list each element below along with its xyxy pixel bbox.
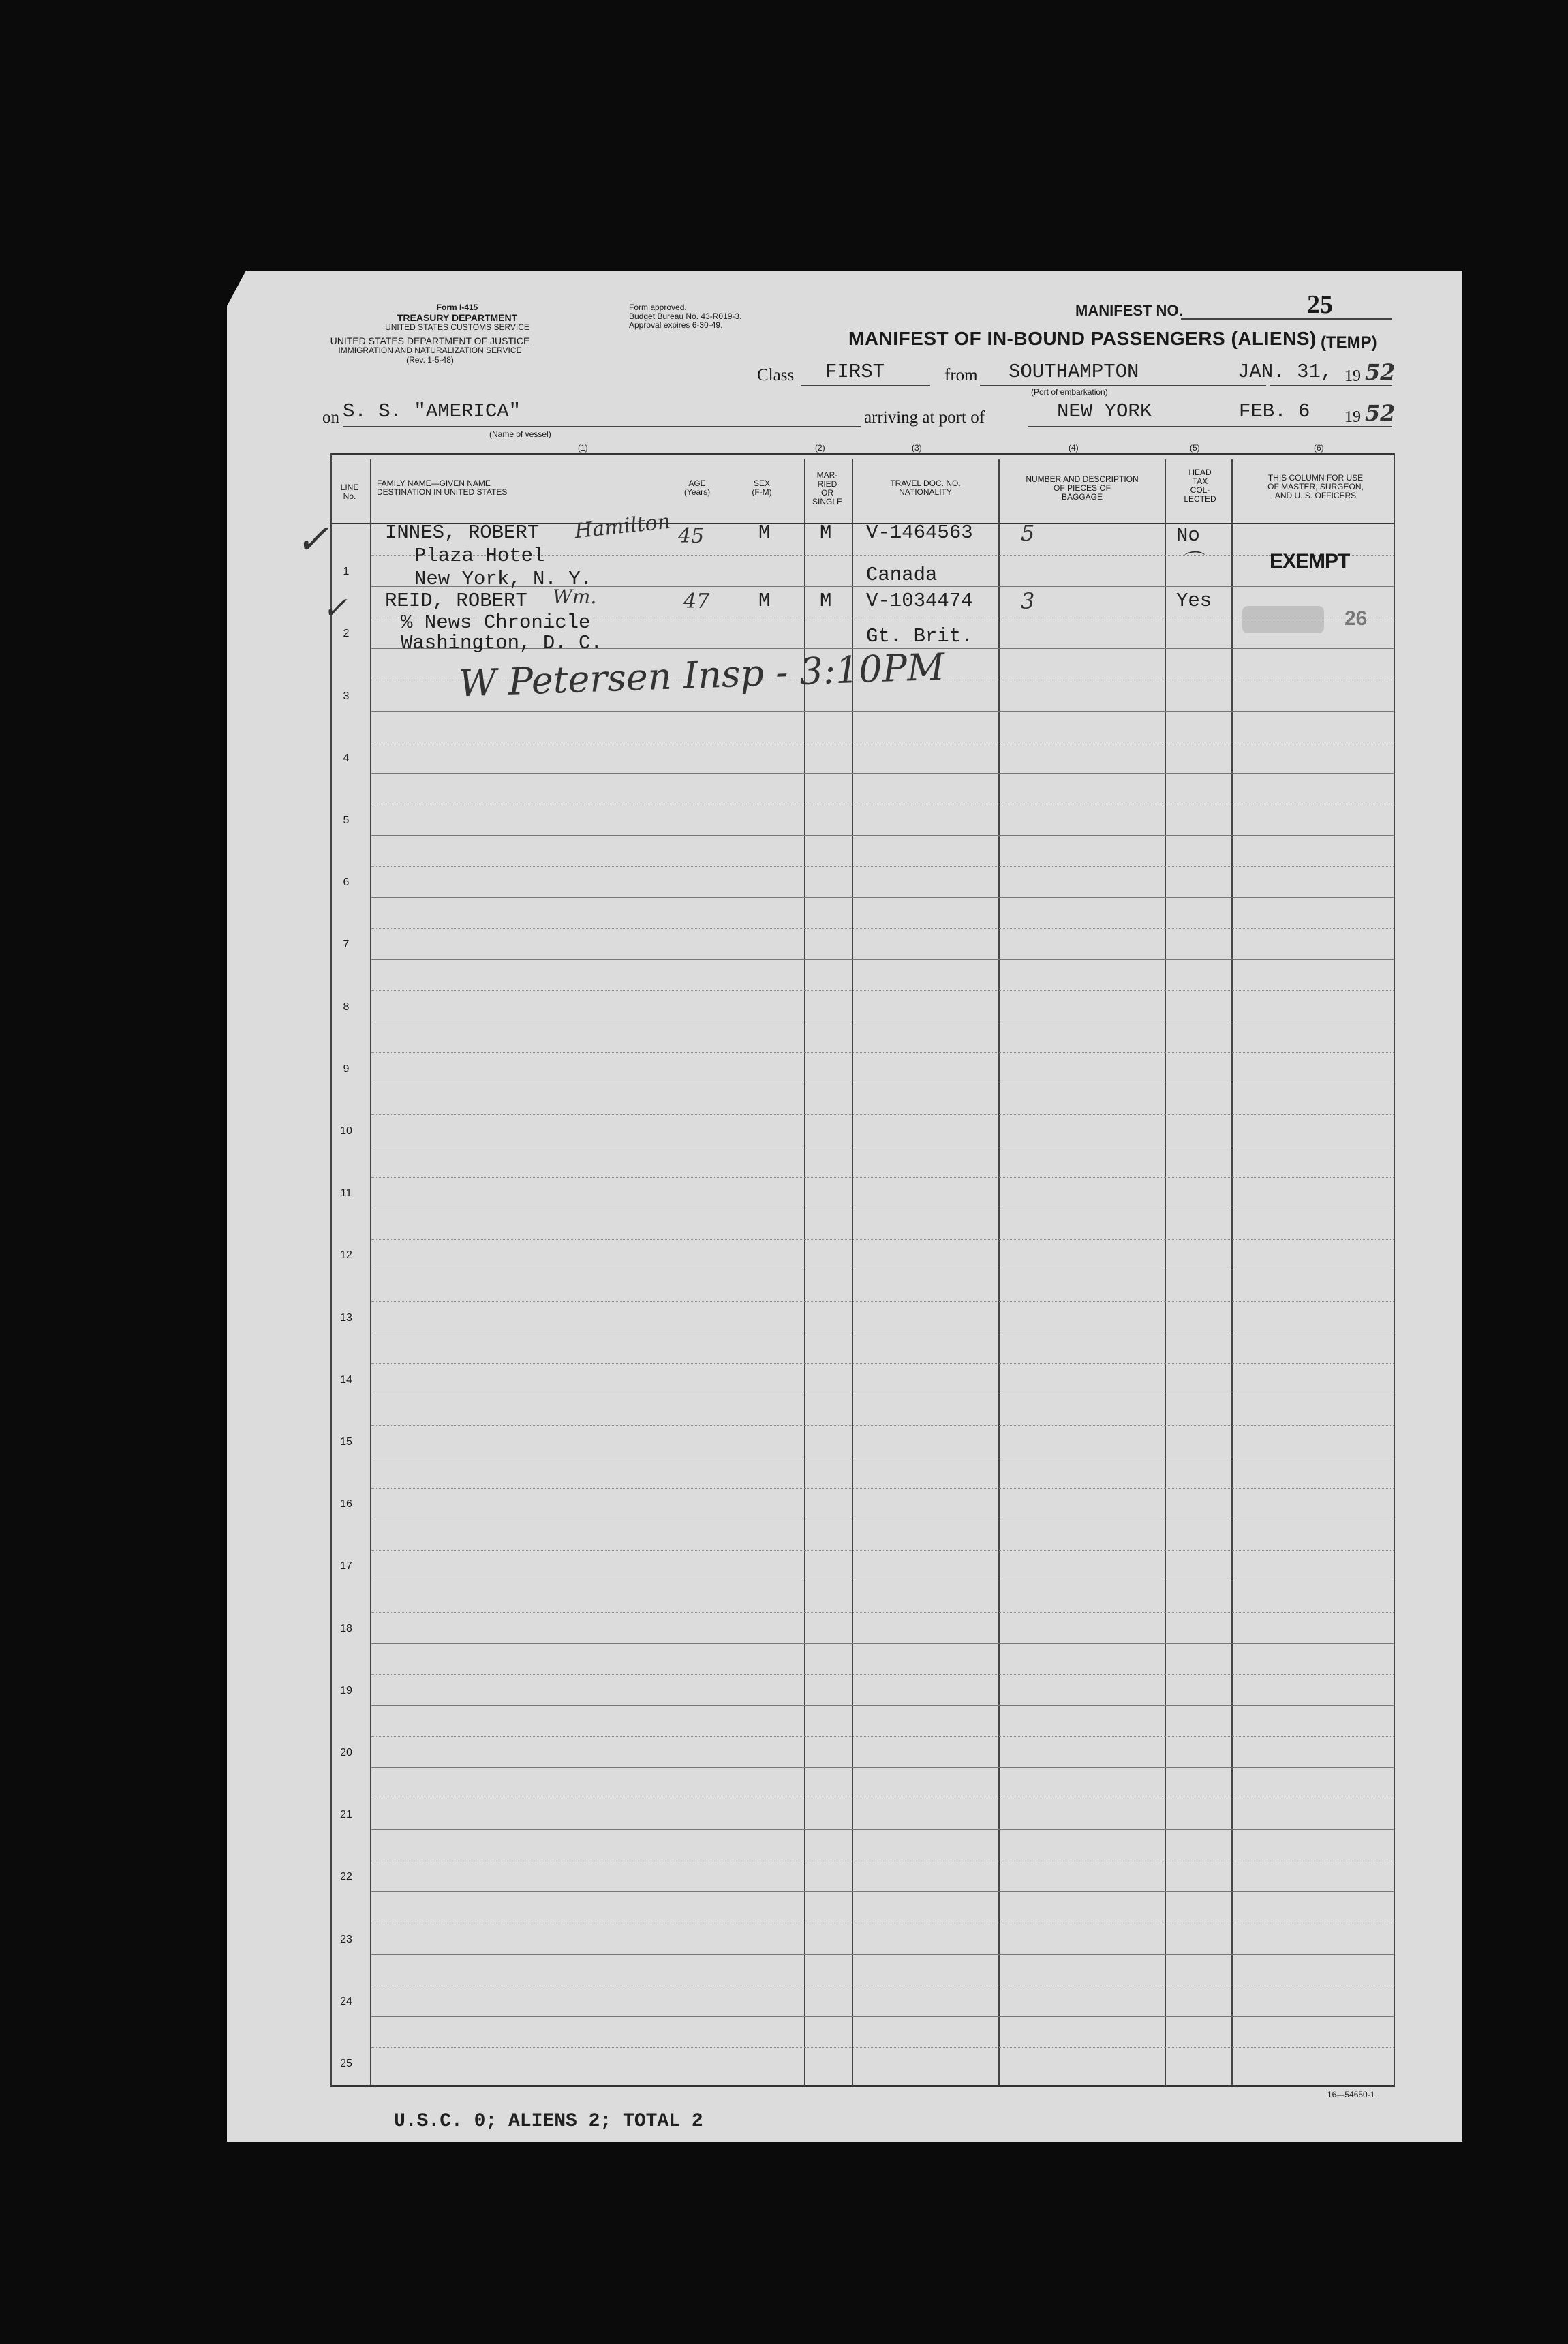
arrival-port: NEW YORK: [1057, 400, 1152, 423]
passenger-2-name: REID, ROBERT: [385, 590, 527, 612]
header-head-tax: HEAD TAX COL- LECTED: [1184, 468, 1216, 504]
passenger-1-nationality: Canada: [866, 564, 938, 586]
dept-justice: UNITED STATES DEPARTMENT OF JUSTICE: [330, 335, 530, 346]
passenger-1-travel-doc: V-1464563: [866, 521, 973, 544]
vessel-name-label: (Name of vessel): [489, 429, 551, 439]
line-number: 3: [343, 690, 350, 702]
table-bottom-rule: [330, 2085, 1395, 2087]
line-number: 12: [340, 1249, 352, 1262]
line-number: 2: [343, 628, 350, 640]
row-rule: [371, 897, 1394, 898]
manifest-form: [227, 271, 1462, 2142]
line-number: 15: [340, 1436, 352, 1448]
from-value: SOUTHAMPTON: [1009, 361, 1139, 383]
port-embarkation-label: (Port of embarkation): [1031, 387, 1108, 397]
passenger-2-address-2: Washington, D. C.: [401, 632, 602, 654]
passenger-1-name: INNES, ROBERT: [385, 521, 540, 544]
row-dotted-line: [371, 1177, 1394, 1178]
row-rule: [371, 1767, 1394, 1768]
year-prefix-2: 19: [1344, 408, 1361, 426]
row-dotted-line: [371, 1301, 1394, 1302]
header-travel-doc: TRAVEL DOC. NO. NATIONALITY: [890, 478, 961, 497]
date-underline-1: [1270, 385, 1392, 386]
no-tax-mark-icon: ⌒: [1181, 550, 1201, 574]
row-rule: [371, 1891, 1394, 1892]
line-number: 16: [340, 1498, 352, 1510]
col-number-3: (3): [912, 443, 922, 453]
line-number: 19: [340, 1684, 352, 1696]
line-number: 4: [343, 752, 350, 764]
row-dotted-line: [371, 928, 1394, 929]
row-rule: [371, 835, 1394, 836]
vessel-name: S. S. "AMERICA": [343, 400, 521, 423]
form-number: Form I-415: [436, 303, 478, 312]
line-number: 18: [340, 1622, 352, 1634]
class-underline: [801, 385, 930, 386]
line-number: 6: [343, 877, 350, 889]
from-underline: [980, 385, 1266, 386]
passenger-2-age: 47: [683, 590, 710, 613]
line-number: 25: [340, 2058, 352, 2069]
line-number: 8: [343, 1001, 350, 1013]
line-number: 23: [340, 1933, 352, 1945]
header-line-no: LINE No.: [340, 483, 359, 501]
line-number: 11: [340, 1187, 352, 1200]
inspector-signature: W Petersen Insp - 3:10PM: [458, 645, 946, 705]
passenger-2-head-tax: Yes: [1176, 590, 1212, 612]
printer-code: 16—54650-1: [1327, 2090, 1375, 2099]
col-number-4: (4): [1069, 443, 1079, 453]
passenger-2-baggage: 3: [1021, 588, 1035, 614]
line-number: 5: [343, 815, 350, 826]
approval-line-3: Approval expires 6-30-49.: [629, 320, 723, 330]
passenger-2-name-handwritten: Wm.: [553, 585, 597, 608]
row-dotted-line: [371, 1425, 1394, 1426]
arrival-date: FEB. 6: [1239, 400, 1310, 423]
row-rule: [371, 773, 1394, 774]
class-value: FIRST: [825, 361, 885, 383]
passenger-2-officer-stamp: 26: [1344, 607, 1368, 630]
class-label: Class: [757, 366, 795, 384]
dept-customs: UNITED STATES CUSTOMS SERVICE: [385, 322, 529, 332]
manifest-no-underline: [1181, 318, 1392, 320]
col-rule: [1165, 459, 1166, 2086]
on-label: on: [322, 408, 339, 427]
header-baggage: NUMBER AND DESCRIPTION OF PIECES OF BAGGAGE: [1026, 474, 1139, 502]
line-number: 9: [343, 1063, 350, 1075]
line-number: 7: [343, 939, 350, 951]
row-rule: [371, 1643, 1394, 1644]
row-dotted-line: [371, 1674, 1394, 1675]
line-number: 21: [340, 1809, 352, 1821]
form-revision: (Rev. 1-5-48): [406, 355, 454, 365]
arrival-underline: [1028, 426, 1392, 427]
approval-line-2: Budget Bureau No. 43-R019-3.: [629, 311, 742, 321]
row-dotted-line: [371, 990, 1394, 991]
line-number: 22: [340, 1871, 352, 1883]
col-number-5: (5): [1190, 443, 1200, 453]
departure-date: JAN. 31,: [1238, 361, 1333, 383]
row-dotted-line: [371, 1612, 1394, 1613]
line-number: 13: [340, 1311, 352, 1324]
vessel-underline: [343, 426, 861, 427]
row-rule: [371, 2016, 1394, 2017]
col-number-6: (6): [1314, 443, 1324, 453]
header-age: AGE (Years): [683, 478, 711, 497]
passenger-1-baggage: 5: [1021, 520, 1035, 546]
line-number: 10: [340, 1125, 352, 1137]
col-rule: [998, 459, 1000, 2086]
header-married: MAR- RIED OR SINGLE: [812, 470, 842, 506]
col-rule: [852, 459, 853, 2086]
year-prefix-1: 19: [1344, 367, 1361, 385]
passenger-2-sex: M: [758, 590, 771, 612]
dept-immigration: IMMIGRATION AND NATURALIZATION SERVICE: [338, 346, 522, 355]
form-title: MANIFEST OF IN-BOUND PASSENGERS (ALIENS): [848, 328, 1317, 349]
header-name: FAMILY NAME—GIVEN NAME DESTINATION IN UNITED STATES: [377, 478, 508, 497]
line-number: 1: [343, 566, 350, 578]
from-label: from: [944, 366, 978, 384]
col-number-1: (1): [578, 443, 588, 453]
row-dotted-line: [371, 1052, 1394, 1053]
row-dotted-line: [371, 1488, 1394, 1489]
passenger-1-officer-note: EXEMPT: [1270, 550, 1350, 573]
row-dotted-line: [371, 1239, 1394, 1240]
totals-line: U.S.C. 0; ALIENS 2; TOTAL 2: [394, 2111, 703, 2132]
table-top-rule: [330, 453, 1395, 455]
passenger-1-sex: M: [758, 521, 771, 544]
row-rule: [371, 1954, 1394, 1955]
passenger-2-stamp-smudge: [1242, 606, 1324, 633]
passenger-1-age: 45: [678, 524, 705, 548]
manifest-no-value: 25: [1307, 290, 1333, 319]
row-dotted-line: [371, 1114, 1394, 1115]
approval-line-1: Form approved.: [629, 303, 687, 312]
header-officers: THIS COLUMN FOR USE OF MASTER, SURGEON, AND U. S. OFFICERS: [1267, 473, 1364, 500]
header-sex: SEX (F-M): [752, 478, 772, 497]
arriving-label: arriving at port of: [864, 408, 985, 427]
row-dotted-line: [371, 1550, 1394, 1551]
dept-treasury: TREASURY DEPARTMENT: [397, 312, 518, 323]
line-number: 24: [340, 1995, 352, 2007]
line-number: 17: [340, 1560, 352, 1572]
year-suffix-2: 52: [1365, 400, 1396, 426]
row-dotted-line: [371, 2047, 1394, 2048]
manifest-no-label: MANIFEST NO.: [1075, 302, 1183, 319]
col-rule: [370, 459, 371, 2086]
col-rule: [804, 459, 805, 2086]
temp-label: (TEMP): [1321, 333, 1377, 352]
passenger-2-travel-doc: V-1034474: [866, 590, 973, 612]
year-suffix-1: 52: [1365, 359, 1396, 385]
passenger-1-head-tax: No: [1176, 524, 1200, 547]
check-mark-icon: ✓: [322, 591, 348, 626]
row-dotted-line: [371, 1736, 1394, 1737]
col-rule: [330, 453, 332, 2086]
row-dotted-line: [371, 866, 1394, 867]
row-rule: [371, 1829, 1394, 1830]
check-mark-icon: ✓: [295, 516, 330, 564]
line-number: 14: [340, 1373, 352, 1386]
col-rule: [1231, 459, 1233, 2086]
passenger-1-married: M: [820, 521, 832, 544]
col-number-2: (2): [815, 443, 825, 453]
row-rule: [371, 711, 1394, 712]
passenger-1-name-handwritten: Hamilton: [573, 509, 672, 544]
passenger-2-nationality: Gt. Brit.: [866, 625, 973, 648]
passenger-1-address-2: New York, N. Y.: [414, 568, 593, 590]
passenger-2-married: M: [820, 590, 832, 612]
passenger-1-address-1: Plaza Hotel: [414, 545, 545, 567]
row-rule: [371, 1705, 1394, 1706]
line-number: 20: [340, 1747, 352, 1759]
row-dotted-line: [371, 1363, 1394, 1364]
passenger-2-address-1: % News Chronicle: [401, 611, 591, 634]
col-rule: [1394, 453, 1395, 2086]
row-rule: [371, 959, 1394, 960]
